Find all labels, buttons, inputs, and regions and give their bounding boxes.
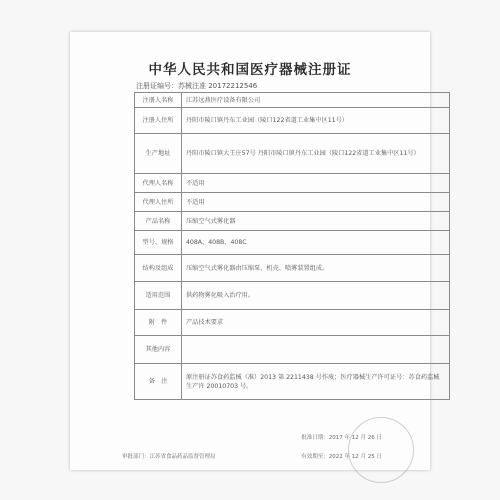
registration-number-value: 苏械注准 20172212546 [178, 82, 258, 90]
row-value: 不适用 [182, 193, 450, 212]
table-row [135, 231, 450, 255]
table-row [135, 174, 450, 193]
table-row [135, 336, 450, 364]
table-row [135, 193, 450, 212]
row-value: 产品技术要求 [182, 310, 450, 336]
row-label: 附 件 [135, 310, 182, 336]
row-label: 其他内容 [135, 336, 182, 364]
registration-number [136, 81, 257, 91]
row-value: 408A、408B、408C [182, 231, 450, 255]
certificate-sheet [70, 32, 440, 470]
row-value [182, 336, 450, 364]
official-seal [348, 417, 414, 483]
row-value: 压缩空气式雾化器由压缩泵、机壳、喷雾装置组成。 [182, 255, 450, 282]
row-label: 代理人名称 [135, 174, 182, 193]
row-label: 生产地址 [135, 134, 182, 174]
table-row [135, 364, 450, 400]
row-label: 型号、规格 [135, 231, 182, 255]
row-value: 供药物雾化吸入治疗用。 [182, 282, 450, 310]
row-label: 注册人名称 [135, 93, 182, 108]
row-label: 适用范围 [135, 282, 182, 310]
row-label: 产品名称 [135, 212, 182, 231]
row-value: 江苏远燕医疗设备有限公司 [182, 93, 450, 108]
table-row [135, 282, 450, 310]
table-row [135, 212, 450, 231]
table-row [135, 255, 450, 282]
table-row [135, 108, 450, 134]
valid-until: 有效期至：2022 年 12 月 25 日 [301, 454, 382, 460]
row-value: 丹阳市陵口镇丹东工业园（陵口122省道工业集中区11号） [182, 108, 450, 134]
row-label: 代理人住所 [135, 193, 182, 212]
table-row [135, 310, 450, 336]
table-row [135, 134, 450, 174]
row-value: 压缩空气式雾化器 [182, 212, 450, 231]
table-row [135, 93, 450, 108]
row-value: 丹阳市陵口镇大王庄57号 丹阳市陵口镇丹东工业园（陵口122省道工业集中区11号） [182, 134, 450, 174]
registration-table [134, 92, 450, 400]
issuing-authority: 审批部门：江苏省食品药品监督管理局 [122, 454, 216, 460]
row-value: 不适用 [182, 174, 450, 193]
approval-date: 批准日期：2017 年 12 月 26 日 [301, 435, 382, 441]
row-label: 结构及组成 [135, 255, 182, 282]
row-value: 原注册证苏食药监械（准）2013 第 2211438 号作废；医疗器械生产许可证号：苏食药监械生产许 20010703 号。 [182, 364, 450, 400]
registration-number-label: 注册证编号： [136, 82, 178, 90]
row-label: 备 注 [135, 364, 182, 400]
row-label: 注册人住所 [135, 108, 182, 134]
document-title: 中华人民共和国医疗器械注册证 [148, 62, 352, 78]
